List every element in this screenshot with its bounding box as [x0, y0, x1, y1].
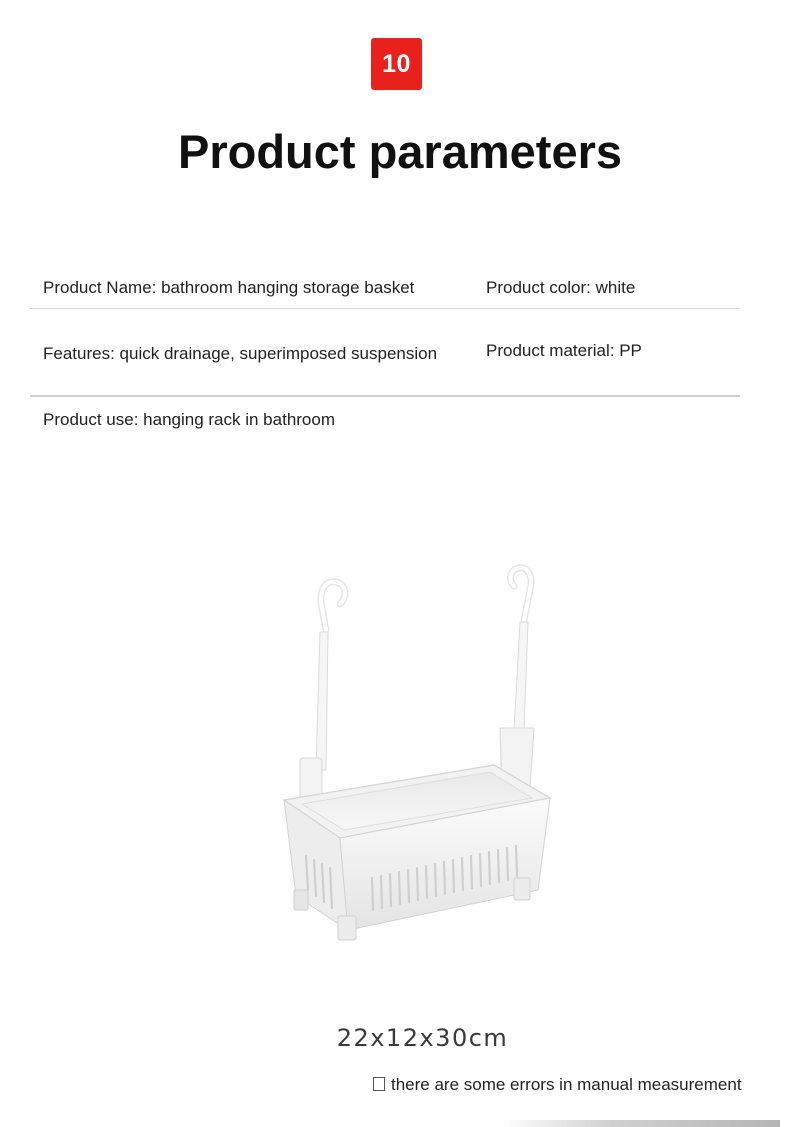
measurement-note-text: there are some errors in manual measurement [391, 1075, 742, 1094]
product-dimensions: 22x12x30cm [336, 1024, 509, 1052]
param-product-color: Product color: white [486, 278, 636, 297]
hanging-basket-icon [268, 560, 568, 950]
product-image [268, 560, 568, 950]
checkbox-glyph-icon [373, 1077, 385, 1091]
section-number-badge: 10 [371, 38, 422, 90]
page-title: Product parameters [177, 125, 623, 178]
divider [30, 308, 740, 309]
divider [30, 395, 740, 397]
cropped-text-edge [500, 1120, 780, 1127]
measurement-note [373, 1075, 742, 1095]
param-features: Features: quick drainage, superimposed suspension [43, 344, 438, 363]
param-product-use: Product use: hanging rack in bathroom [43, 410, 336, 429]
param-product-material: Product material: PP [486, 341, 642, 360]
param-product-name: Product Name: bathroom hanging storage basket [43, 278, 415, 297]
